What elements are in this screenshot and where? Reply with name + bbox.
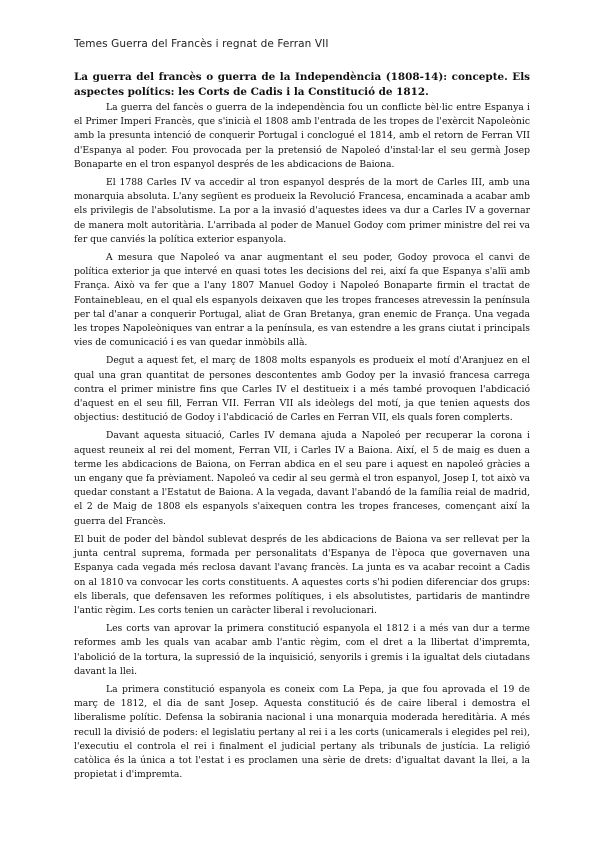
paragraph: La guerra del fancès o guerra de la independència fou un conflicte bèl·lic entre Espanya i el Primer Imperi Francès, que s'inicià el 1808 amb l'entrada de les tropes de l'exèrcit Napoleònic amb la presunta intenció de conquerir Portugal i conclogué el 1814, amb el retorn de Ferran VII d'Espanya al poder. Fou provocada per la pretensió de Napoleó d'instal·lar el seu germà Josep Bonaparte en el tron espanyol després de les abdicacions de Baiona. <box>74 102 530 170</box>
paragraph: Les corts van aprovar la primera constitució espanyola el 1812 i a més van dur a terme reformes amb les quals van acabar amb l'antic règim, com el dret a la llibertat d'impremta, l'abolició de la tortura, la supressió de la inquisició, senyorils i gremis i la igualtat dels ciutadans davant la llei. <box>74 623 530 677</box>
document-title: La guerra del francès o guerra de la Independència (1808-14): concepte. Els aspectes polítics: les Corts de Cadis i la Constitució de 1812. <box>74 71 530 98</box>
paragraph: Davant aquesta situació, Carles IV demana ajuda a Napoleó per recuperar la corona i aquest reuneix al rei del moment, Ferran VII, i Carles IV a Baiona. Així, el 5 de maig es duen a terme les abdicacions de Baiona, on Ferran abdica en el seu pare i aquest en napoleó gràcies a un engany que fa prèviament. Napoleó va cedir al seu germà el tron espanyol, Josep I, tot això va quedar constant a l'Estatut de Baiona. A la vegada, davant l'abandó de la família reial de madrid, el 2 de Maig de 1808 els espanyols s'aixequen contra les tropes franceses, començant així la guerra del Francès. <box>74 430 530 527</box>
paragraph: La primera constitució espanyola es coneix com La Pepa, ja que fou aprovada el 19 de març de 1812, el dia de sant Josep. Aquesta constitució és de caire liberal i demostra el liberalisme polític. Defensa la sobirania nacional i una monarquia moderada hereditària. A més recull la divisió de poders: el legislatiu pertany al rei i a les corts (unicamerals i elegides pel rei), l'executiu el controla el rei i finalment el judicial pertany als tribunals de justícia. La religió catòlica és la única a tot l'estat i es proclamen una sèrie de drets: d'igualtat davant la llei, a la propietat i d'impremta. <box>74 683 530 781</box>
page-header: Temes Guerra del Francès i regnat de Ferran VII <box>74 38 329 50</box>
paragraph: El buit de poder del bàndol sublevat després de les abdicacions de Baiona va ser rellevat per la junta central suprema, formada per personalitats d'Espanya de l'època que governaven una Espanya cada vegada més reclosa davant l'avanç francès. La junta es va acabar recoint a Cadis on al 1810 va convocar les corts constituents. A aquestes corts s'hi podien diferenciar dos grups: els liberals, que defensaven les reformes polítiques, i els absolutistes, partidaris de mantindre l'antic règim. Les corts tenien un caràcter liberal i revolucionari. <box>74 533 530 616</box>
document-body <box>74 70 530 786</box>
paragraph: El 1788 Carles IV va accedir al tron espanyol després de la mort de Carles III, amb una monarquia absoluta. L'any següent es produeix la Revolució Francesa, encaminada a acabar amb els privilegis de l'absolutisme. La por a la invasió d'aquestes idees va dur a Carles IV a governar de manera molt autoritària. L'arribada al poder de Manuel Godoy com primer ministre del rei va fer que canviés la política exterior espanyola. <box>74 177 530 245</box>
paragraph: Degut a aquest fet, el març de 1808 molts espanyols es produeix el motí d'Aranjuez en el qual una gran quantitat de persones descontentes amb Godoy per la invasió francesa carrega contra el primer ministre fins que Carles IV el destitueix i a més també provoquen l'abdicació d'aquest en el seu fill, Ferran VII. Ferran VII als ideòlegs del motí, ja que tenien aquests dos objectius: destitució de Godoy i l'abdicació de Carles en Ferran VII, els quals foren complerts. <box>74 355 530 424</box>
paragraph: A mesura que Napoleó va anar augmentant el seu poder, Godoy provoca el canvi de política exterior ja que intervé en quasi totes les decisions del rei, així fa que Espanya s'alïi amb França. Això va fer que a l'any 1807 Manuel Godoy i Napoleó Bonaparte firmin el tractat de Fontainebleau, en el qual els espanyols deixaven que les tropes franceses atrevessin la península per tal d'anar a conquerir Portugal, aliat de Gran Bretanya, gran enemic de França. Una vegada les tropes Napoleòniques van entrar a la península, es van estendre a les grans ciutat i principals vies de comunicació i es van quedar inmòbils allà. <box>74 252 530 349</box>
